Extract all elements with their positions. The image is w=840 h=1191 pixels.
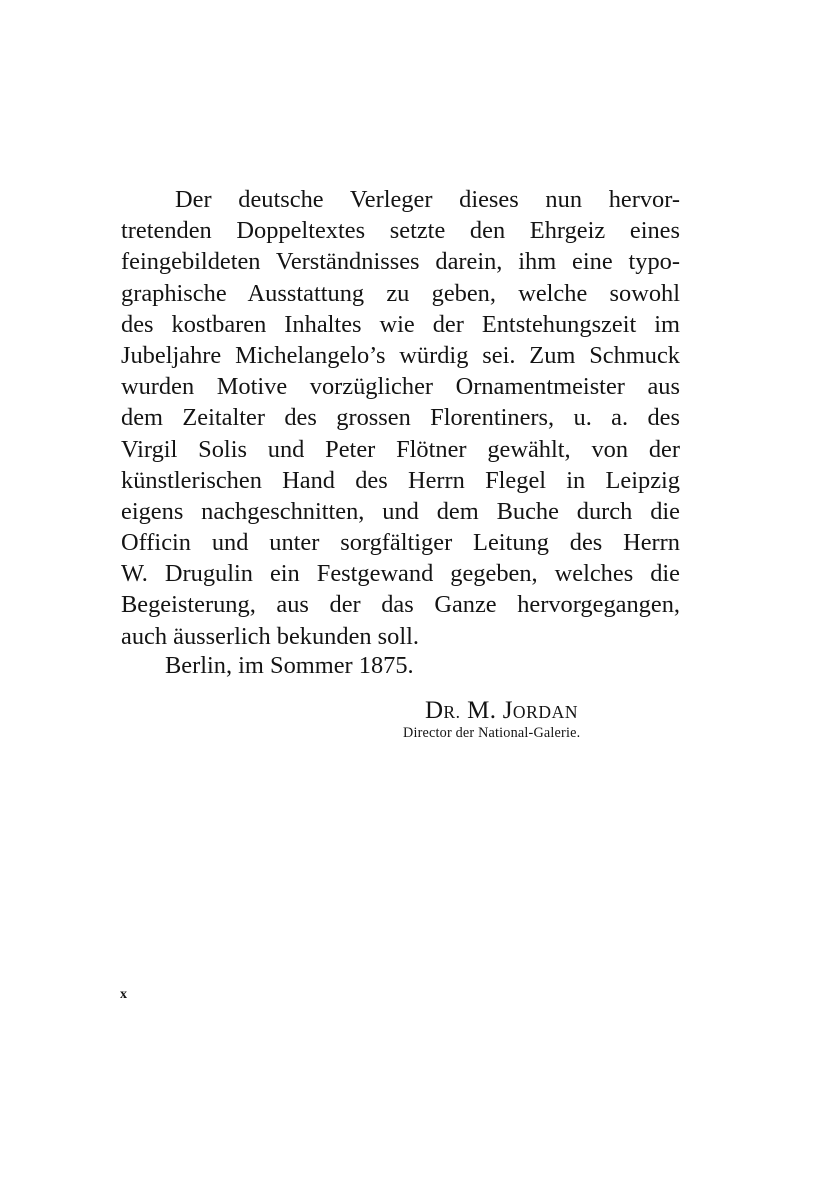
paragraph-line: Der deutsche Verleger dieses nun hervor-	[175, 186, 680, 213]
preface-paragraph	[121, 184, 680, 652]
paragraph-line: künstlerischen Hand des Herrn Flegel in Leipzig	[121, 466, 680, 494]
signature-dr-initial: D	[425, 697, 444, 724]
signature-surname-initial: J	[502, 697, 513, 724]
paragraph-line: tretenden Doppeltextes setzte den Ehrgeiz eines	[121, 217, 680, 245]
signature-dr-rest: R.	[443, 702, 461, 722]
page-marker: x	[120, 987, 127, 1002]
paragraph-line: feingebildeten Verständnisses darein, ihm eine typo-	[121, 248, 680, 276]
signature-surname-rest: ORDAN	[512, 702, 579, 722]
paragraph-line: Begeisterung, aus der das Ganze hervorgegangen,	[121, 591, 680, 619]
paragraph-line: dem Zeitalter des grossen Florentiners, u. a. des	[121, 404, 680, 432]
dateline: Berlin, im Sommer 1875.	[165, 652, 414, 679]
paragraph-line: des kostbaren Inhaltes wie der Entstehungszeit im	[121, 310, 680, 338]
paragraph-line: graphische Ausstattung zu geben, welche sowohl	[121, 279, 680, 307]
paragraph-line: Virgil Solis und Peter Flötner gewählt, von der	[121, 435, 680, 463]
paragraph-line: auch äusserlich bekunden soll.	[121, 622, 420, 650]
paragraph-line: wurden Motive vorzüglicher Ornamentmeister aus	[121, 373, 680, 401]
paragraph-line: Officin und unter sorgfältiger Leitung des Herrn	[121, 529, 680, 557]
paragraph-line: W. Drugulin ein Festgewand gegeben, welches die	[121, 560, 680, 588]
signature	[425, 696, 578, 727]
paragraph-line: Jubeljahre Michelangelo’s würdig sei. Zum Schmuck	[121, 341, 680, 369]
signer-title: Director der National-Galerie.	[403, 725, 581, 741]
paragraph-line: eigens nachgeschnitten, und dem Buche durch die	[121, 497, 680, 525]
signature-middle-initial: M.	[460, 697, 503, 724]
